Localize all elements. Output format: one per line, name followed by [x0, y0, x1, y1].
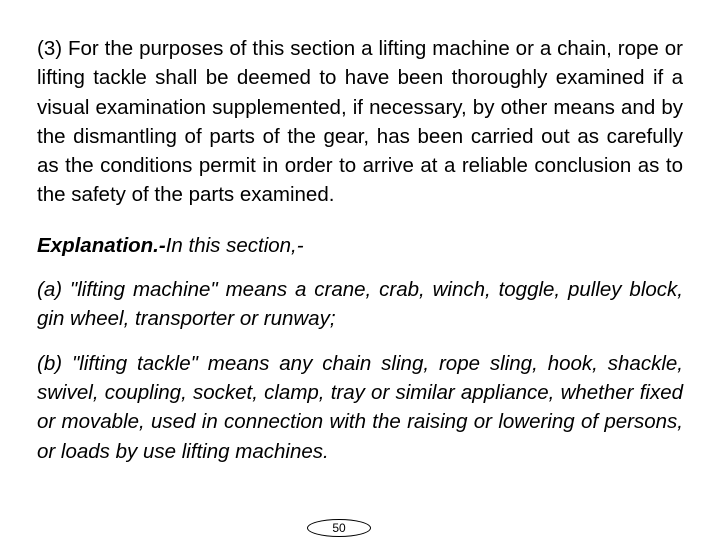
document-body	[37, 34, 683, 466]
paragraph-3: (3) For the purposes of this section a lifting machine or a chain, rope or lifting tackle shall be deemed to have been thoroughly examined if a visual examination supplemented, if necessary, by other means and by the dismantling of parts of the gear, has been carried out as carefully as the conditions permit in order to arrive at a reliable conclusion as to the safety of the parts examined.	[37, 37, 683, 207]
clause-a: (a) "lifting machine" means a crane, crab, winch, toggle, pulley block, gin wheel, transporter or runway;	[37, 278, 683, 331]
explanation-paragraph	[37, 231, 683, 260]
explanation-heading: Explanation.-	[37, 233, 166, 257]
page-number: 50	[307, 519, 371, 537]
explanation-text: In this section,-	[165, 233, 304, 257]
clause-b: (b) "lifting tackle" means any chain sling, rope sling, hook, shackle, swivel, coupling, socket, clamp, tray or similar appliance, whether fixed or movable, used in connection with the raising or lowering of persons, or loads by use lifting machines.	[37, 351, 683, 463]
